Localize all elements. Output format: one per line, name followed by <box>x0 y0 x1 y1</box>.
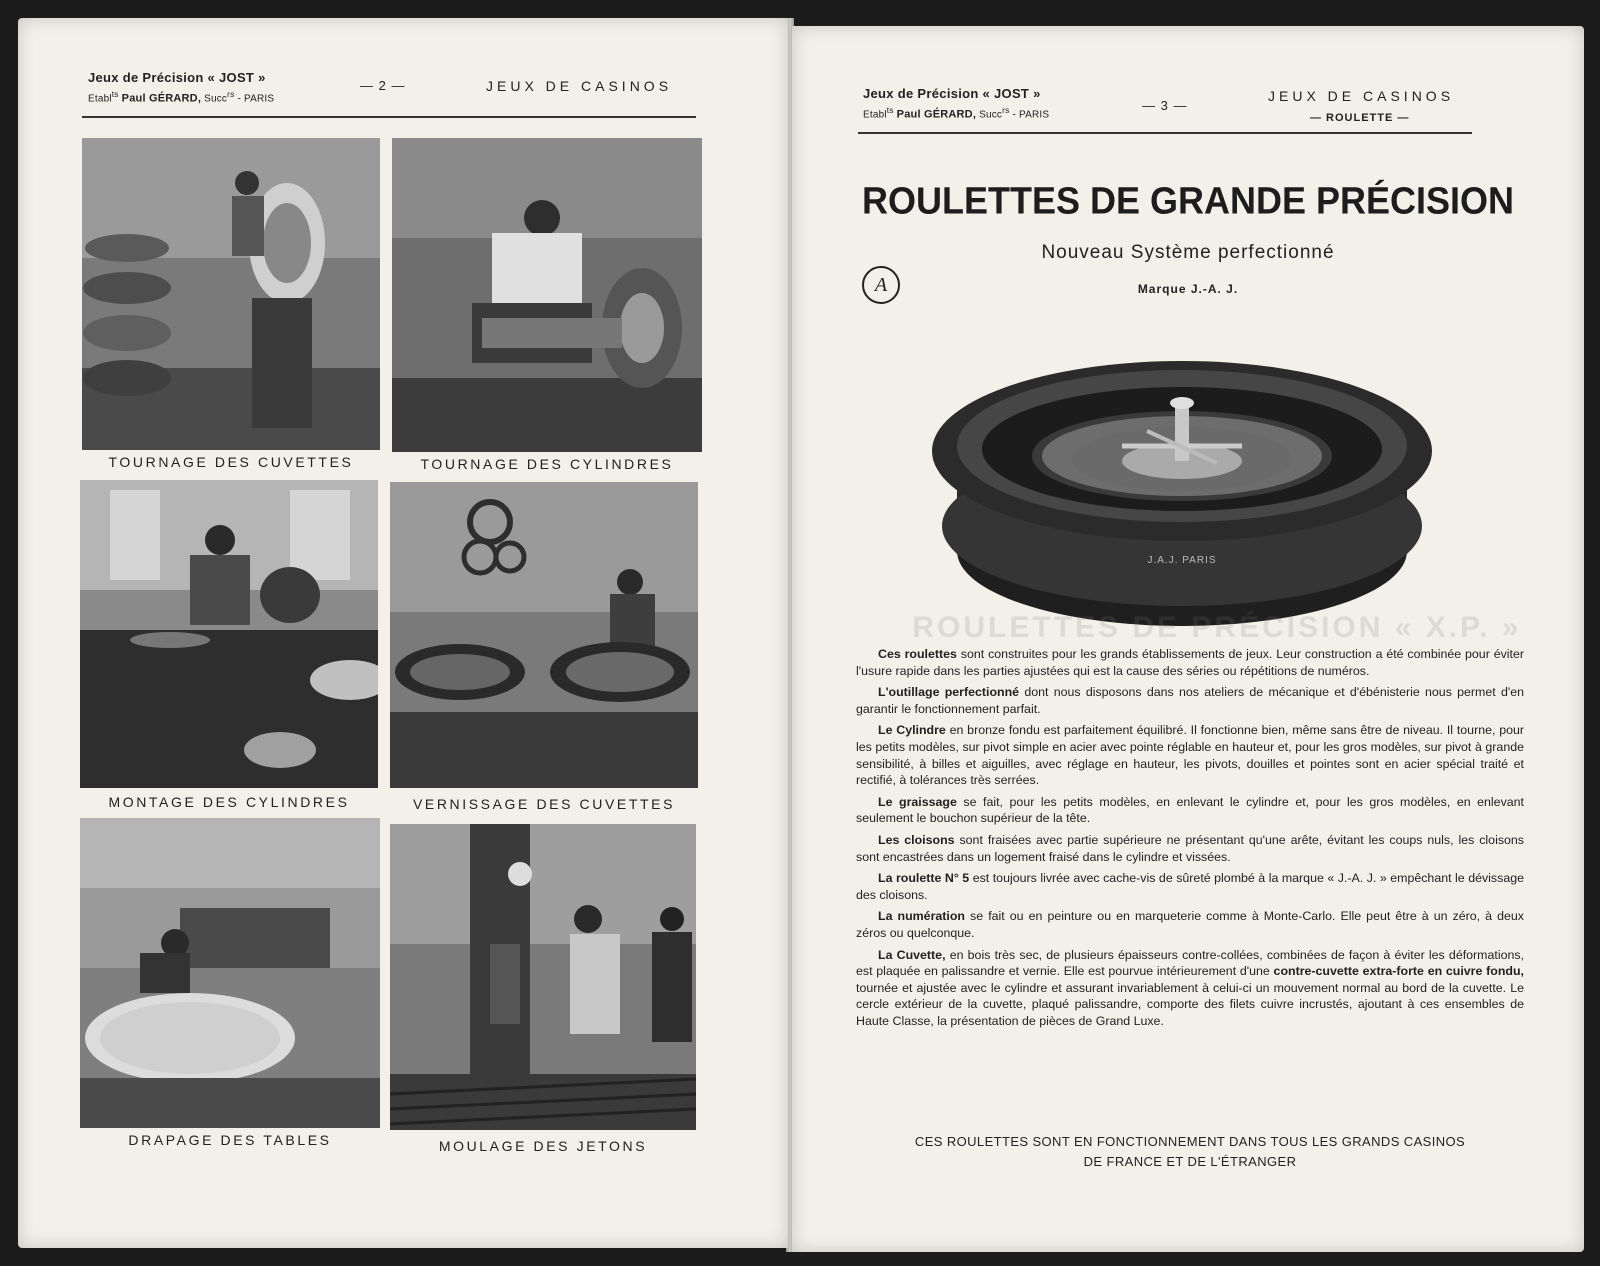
etab-succ-right: Succ <box>979 109 1003 121</box>
caption-6: MOULAGE DES JETONS <box>438 1138 648 1154</box>
page-title: ROULETTES DE GRANDE PRÉCISION <box>861 178 1515 222</box>
page-subtitle: Nouveau Système perfectionné <box>1041 242 1335 263</box>
bleed-through-text: ROULETTES DE PRÉCISION « X.P. » <box>912 611 1522 644</box>
photo-moulage-jetons <box>390 824 696 1130</box>
etab-city-right: - PARIS <box>1012 109 1050 121</box>
paragraph-bold: contre-cuvette extra-forte en cuivre fondu, <box>1273 964 1524 979</box>
paragraph-text: en bois très sec, de plusieurs épaisseurs contre-collées, combinées de façon à éviter les déformations, est plaquée en palissandre et vernie. Elle est pourvue intérieurement d'une <box>856 947 1524 979</box>
section-title: JEUX DE CASINOS <box>486 78 673 94</box>
paragraph-lead: Les cloisons <box>878 832 955 847</box>
paragraph-lead: Le Cylindre <box>878 723 946 738</box>
right-header <box>863 86 1049 120</box>
paragraph-text: sont fraisées avec partie supérieure ne présentant qu'une arête, évitant les coups nuls, les cloisons sont encastrées dans un logement fraisé dans le cylindre et vissées. <box>856 832 1524 864</box>
establishment-line-right <box>863 105 1049 120</box>
caption-3: MONTAGE DES CYLINDRES <box>108 794 350 810</box>
photo-tournage-cylindres <box>392 138 702 452</box>
paragraph-8 <box>856 947 1524 1030</box>
company-name: Jeux de Précision « JOST » <box>88 70 266 85</box>
etab-succ-sup-right: rs <box>1002 105 1010 115</box>
paragraph-1 <box>856 646 1524 679</box>
description-body <box>856 646 1524 1034</box>
etab-sup: ts <box>111 89 119 99</box>
photo-montage-cylindres <box>80 480 378 788</box>
photo-vernissage-cuvettes <box>390 482 698 788</box>
caption-5: DRAPAGE DES TABLES <box>128 1132 332 1148</box>
brand-logo: A <box>862 266 900 304</box>
paragraph-text: est toujours livrée avec cache-vis de sûreté plombé à la marque « J.-A. J. » empêchant le dévissage des cloisons. <box>856 871 1524 902</box>
etab-sup-right: ts <box>886 105 894 115</box>
closing-line-1: CES ROULETTES SONT EN FONCTIONNEMENT DANS TOUS LES GRANDS CASINOS <box>914 1134 1466 1149</box>
etab-prefix: Etabl <box>88 93 112 105</box>
paragraph-7 <box>856 908 1524 941</box>
paragraph-5 <box>856 832 1524 865</box>
etab-succ-sup: rs <box>227 89 235 99</box>
company-name-right: Jeux de Précision « JOST » <box>863 86 1041 101</box>
paragraph-lead: La Cuvette, <box>878 947 946 962</box>
paragraph-text: se fait, pour les petits modèles, en enlevant le cylindre et, pour les gros modèles, en enlevant seulement le bouchon supérieur de la tête. <box>856 794 1524 826</box>
paragraph-text: en bronze fondu est parfaitement équilibré. Il fonctionne bien, même sans être de niveau. Il tourne, pour les petits modèles, sur pivot simple en acier avec pointe réglable en hauteur et, pour les gros modèles, sur pivot à grande sensibilité, à billes et aiguilles, avec réglage en hauteur, les pivots, douilles et pointes sont en acier spécial traité et rectifié, à tolérances très serrées. <box>856 723 1524 788</box>
caption-2: TOURNAGE DES CYLINDRES <box>420 456 674 472</box>
etab-succ: Succ <box>204 93 228 105</box>
etab-name-right: Paul GÉRARD, <box>896 108 977 121</box>
left-header <box>88 70 274 104</box>
paragraph-text: tournée et ajustée avec le cylindre et assurant invariablement à celui-ci un mouvement normal au bord de la cuvette. Le cercle extérieur de la cuvette, plaqué palissandre, comporte des filets cuivre incrustés, ajoutant à ces ensembles de Haute Classe, la présentation de pièces de Grand Luxe. <box>856 980 1524 1028</box>
page-number: — 2 — <box>360 78 406 93</box>
left-page <box>18 18 788 1248</box>
paragraph-lead: Le graissage <box>878 794 957 809</box>
paragraph-text: sont construites pour les grands établissements de jeux. Leur construction a été combinée pour éviter l'usure rapide dans les parties ajustées qui est la cause des séries ou répétitions de numéros. <box>856 647 1524 678</box>
closing-statement <box>856 1132 1524 1172</box>
right-page <box>792 26 1584 1252</box>
photo-tournage-cuvettes <box>82 138 380 450</box>
closing-line-2: DE FRANCE ET DE L'ÉTRANGER <box>1083 1154 1297 1169</box>
caption-1: TOURNAGE DES CUVETTES <box>108 454 354 470</box>
paragraph-lead: Ces roulettes <box>878 647 957 661</box>
paragraph-6 <box>856 870 1524 903</box>
header-rule <box>82 116 696 118</box>
subsection-title: — ROULETTE — <box>1310 112 1410 124</box>
paragraph-2 <box>856 684 1524 717</box>
paragraph-text: se fait ou en peinture ou en marqueterie comme à Monte-Carlo. Elle peut être à un zéro, à deux zéros ou quelconque. <box>856 909 1524 940</box>
caption-4: VERNISSAGE DES CUVETTES <box>412 796 676 812</box>
etab-city: - PARIS <box>237 93 275 105</box>
photo-drapage-tables <box>80 818 380 1128</box>
page-number-right: — 3 — <box>1142 98 1188 113</box>
paragraph-4 <box>856 794 1524 827</box>
paragraph-3 <box>856 722 1524 788</box>
paragraph-text: dont nous disposons dans nos ateliers de mécanique et d'ébénisterie nous permet d'en garantir le fonctionnement parfait. <box>856 685 1524 716</box>
paragraph-lead: La numération <box>878 909 965 924</box>
paragraph-lead: La roulette N° 5 <box>878 871 970 886</box>
section-title-right: JEUX DE CASINOS <box>1268 88 1455 104</box>
wheel-inscription: J.A.J. PARIS <box>1147 555 1217 566</box>
header-rule-right <box>858 132 1472 134</box>
paragraph-lead: L'outillage perfectionné <box>878 685 1020 700</box>
etab-name: Paul GÉRARD, <box>121 92 202 105</box>
establishment-line <box>88 89 274 104</box>
marque-label: Marque J.-A. J. <box>1137 282 1239 296</box>
etab-prefix-right: Etabl <box>863 109 887 121</box>
roulette-wheel-illustration <box>922 331 1442 646</box>
